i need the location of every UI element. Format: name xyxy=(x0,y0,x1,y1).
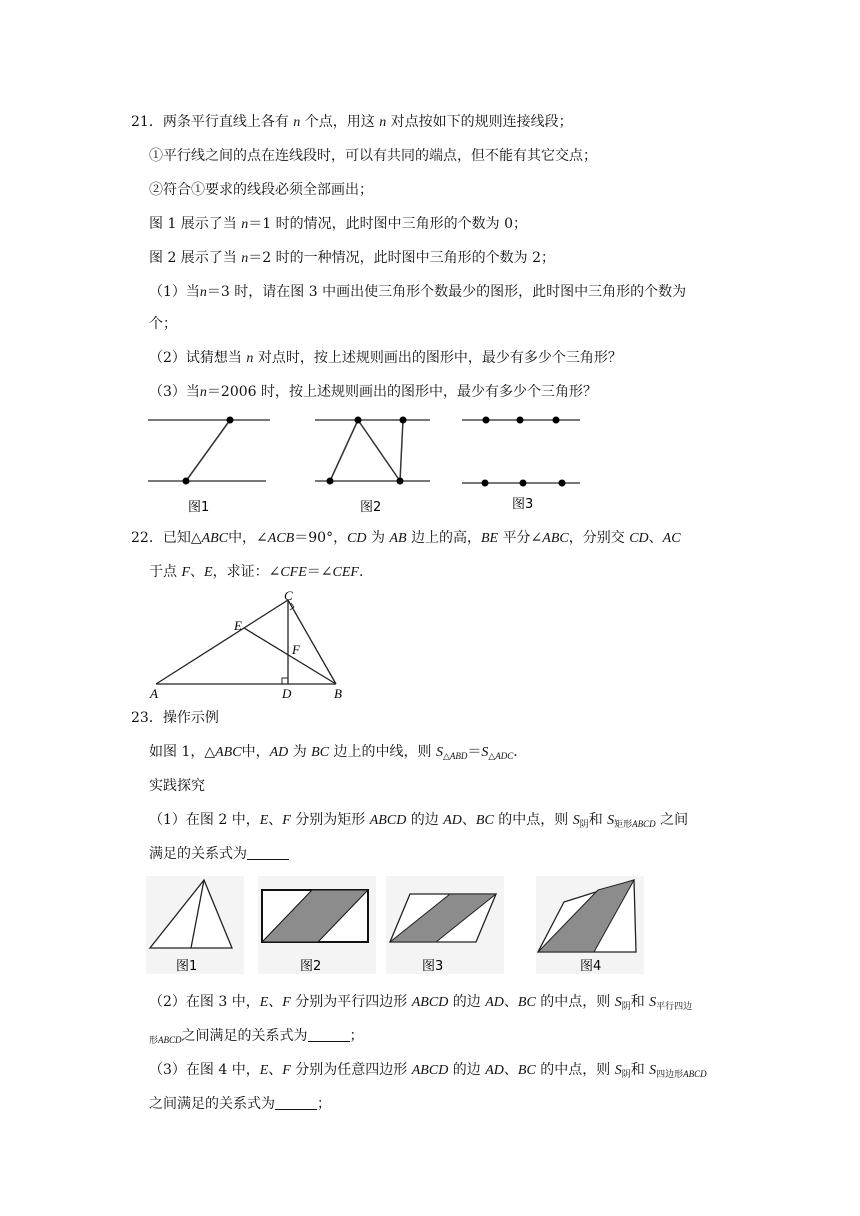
q23-part1-line1: （1）在图 2 中，E、F 分别为矩形 ABCD 的边 AD、BC 的中点，则 $S_阴$和 $S_{矩形ABCD}$ 之间 xyxy=(149,812,689,830)
q22-label-c: C xyxy=(284,588,293,603)
q22-label-d: D xyxy=(282,686,292,701)
q23-part3-line1: （3）在图 4 中，E、F 分别为任意四边形 ABCD 的边 AD、BC 的中点，则 $S_阴$和 $S_{四边形ABCD}$ xyxy=(149,1062,707,1080)
q23-part3-line2: 之间满足的关系式为 ； xyxy=(149,1096,331,1112)
q23-caption-3: 图3 xyxy=(422,959,444,974)
q21-part2: （2）试猜想当 n 对点时，按上述规则画出的图形中，最少有多少个三角形？ xyxy=(149,350,622,366)
q22-line1: 22．已知△ABC中，∠ACB＝90°，CD 为 AB 边上的高，BE 平分∠ABC，分别交 CD、AC xyxy=(131,530,681,546)
q23-example: 如图 1，△ABC中，AD 为 BC 边上的中线，则 $S_{\triangle ABD}=S_{\triangle ADC}$. xyxy=(149,744,518,761)
q23-figure-2 xyxy=(258,876,378,976)
q21-figure-2 xyxy=(315,408,445,516)
q21-part1: （1）当n＝3 时，请在图 3 中画出使三角形个数最少的图形，此时图中三角形的个数为 xyxy=(149,284,687,300)
q23-part2-line2: $_{形ABCD}$之间满足的关系式为 ； xyxy=(149,1028,364,1046)
q21-rule1: ①平行线之间的点在连线段时，可以有共同的端点，但不能有其它交点； xyxy=(149,148,597,164)
q21-caption-3: 图3 xyxy=(512,497,534,512)
q21-line1: 21．两条平行直线上各有 n 个点，用这 n 对点按如下的规则连接线段； xyxy=(131,114,573,130)
q21-fig2-desc: 图 2 展示了当 n＝2 时的一种情况，此时图中三角形的个数为 2； xyxy=(149,250,555,266)
q21-caption-2: 图2 xyxy=(360,500,382,515)
q22-label-b: B xyxy=(334,686,342,701)
q23-figure-1 xyxy=(146,876,246,976)
q21-fig1-desc: 图 1 展示了当 n＝1 时的情况，此时图中三角形的个数为 0； xyxy=(149,216,527,232)
q23-part2-line1: （2）在图 3 中，E、F 分别为平行四边形 ABCD 的边 AD、BC 的中点，则 $S_阴$和 $S_{平行四边}$ xyxy=(149,994,693,1012)
q21-part1-end: 个； xyxy=(149,316,177,332)
q22-triangle-figure xyxy=(148,590,348,702)
q23-caption-2: 图2 xyxy=(300,959,322,974)
q23-caption-1: 图1 xyxy=(176,959,198,974)
q22-label-f: F xyxy=(292,642,300,657)
q22-label-e: E xyxy=(234,618,242,633)
q21-figure-3 xyxy=(462,408,592,516)
q23-part3-answer-blank[interactable] xyxy=(275,1095,317,1110)
q23-practice: 实践探究 xyxy=(149,778,205,794)
q23-part2-answer-blank[interactable] xyxy=(308,1027,350,1042)
q23-caption-4: 图4 xyxy=(580,959,602,974)
q23-title: 23．操作示例 xyxy=(131,710,219,726)
q23-part1-answer-blank[interactable] xyxy=(247,845,289,860)
q21-part3: （3）当n＝2006 时，按上述规则画出的图形中，最少有多少个三角形？ xyxy=(149,384,597,400)
q23-figure-3 xyxy=(386,876,506,976)
q21-figure-1 xyxy=(148,408,278,516)
q23-figure-4 xyxy=(536,876,646,976)
q22-line2: 于点 F、E，求证：∠CFE＝∠CEF. xyxy=(149,564,364,580)
q22-label-a: A xyxy=(150,686,158,701)
q23-part1-line2: 满足的关系式为 xyxy=(149,844,289,864)
q21-caption-1: 图1 xyxy=(188,500,210,515)
q21-rule2: ②符合①要求的线段必须全部画出； xyxy=(149,182,373,198)
